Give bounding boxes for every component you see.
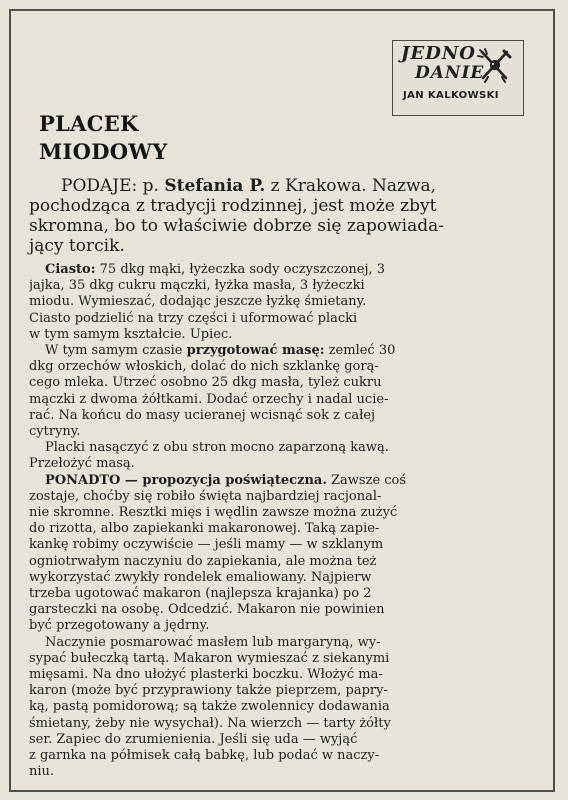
logo-author: JAN KALKOWSKI	[403, 90, 499, 101]
mass-text: zemleć 30	[324, 343, 396, 359]
intro-line: jący torcik.	[29, 236, 125, 256]
body-line: karon (może być przyprawiony także pieprzem, papry-	[29, 683, 388, 699]
article-body	[29, 176, 543, 781]
body-line: sypać bułeczką tartą. Makaron wymieszać z siekanymi	[29, 650, 390, 666]
body-line: trzeba ugotować makaron (najlepsza krajanka) po 2	[29, 586, 372, 602]
intro-paragraph	[29, 176, 543, 256]
body-line: z garnka na półmisek całą babkę, lub podać w naczy-	[29, 748, 380, 764]
body-line: mączki z dwoma żółtkami. Dodać orzechy i nadal ucie-	[29, 391, 389, 407]
logo-middle-text: DANIE	[415, 63, 485, 83]
dough-label: Ciasto:	[45, 262, 96, 277]
title-line-1: PLACEK	[39, 111, 139, 136]
dough-text: 75 dkg mąki, łyżeczka sody oczyszczonej, 3	[95, 262, 386, 277]
body-line	[29, 262, 543, 278]
body-line: ką, pastą pomidorową; są także zwolennicy dodawania	[29, 699, 390, 715]
extra-label: PONADTO — propozycja poświąteczna.	[45, 472, 327, 488]
extra-text: Zawsze coś	[326, 472, 407, 488]
body-line: wykorzystać zwykły rondelek emaliowany. Najpierw	[29, 569, 372, 585]
body-line: Placki nasączyć z obu stron mocno zaparzoną kawą.	[45, 440, 389, 456]
body-line: do rizotta, albo zapiekanki makaronowej. Taką zapie-	[29, 521, 380, 537]
body-line: Ciasto podzielić na trzy części i uformować placki	[29, 310, 358, 326]
body-line: Przełożyć masą.	[29, 456, 135, 472]
body-line: Naczynie posmarować masłem lub margaryną, wy-	[45, 634, 381, 650]
title-line-2: MIODOWY	[39, 139, 168, 164]
intro-line: pochodząca z tradycji rodzinnej, jest może zbyt	[29, 196, 437, 216]
article-title	[39, 110, 168, 166]
body-line: niu.	[29, 764, 55, 780]
body-line: w tym samym kształcie. Upiec.	[29, 326, 233, 342]
body-line: ser. Zapiec do zrumienienia. Jeśli się uda — wyjąć	[29, 731, 358, 747]
contributor-name: Stefania P.	[164, 176, 266, 196]
body-line: być przegotowany a jędrny.	[29, 618, 210, 634]
body-line: nie skromne. Resztki mięs i wędlin zawsze można zużyć	[29, 505, 398, 521]
body-line	[29, 343, 543, 359]
intro-suffix: z Krakowa. Nazwa,	[265, 176, 437, 196]
mass-prefix: W tym samym czasie	[45, 343, 187, 359]
body-line: kankę robimy oczywiście — jeśli mamy — w szklanym	[29, 537, 384, 553]
body-line: śmietany, żeby nie wysychał). Na wierzch — tarty żółty	[29, 715, 391, 731]
recipe-body	[29, 262, 543, 781]
fork-knife-icon	[475, 47, 515, 85]
intro-line: skromna, bo to właściwie dobrze się zapowiada-	[29, 216, 444, 236]
body-line: garsteczki na osobę. Odcedzić. Makaron nie powinien	[29, 602, 385, 618]
body-line: rać. Na końcu do masy ucieranej wcisnąć sok z całej	[29, 407, 376, 423]
intro-prefix: PODAJE: p.	[61, 176, 165, 196]
body-line: mięsami. Na dno ułożyć plasterki boczku. Włożyć ma-	[29, 667, 383, 683]
body-line: ogniotrwałym naczyniu do zapiekania, ale można też	[29, 553, 377, 569]
body-line: cytryny.	[29, 424, 81, 440]
logo-top-text: JEDNO	[401, 43, 476, 64]
body-line: cego mleka. Utrzeć osobno 25 dkg masła, tyleż cukru	[29, 375, 382, 391]
mass-label: przygotować masę:	[186, 343, 325, 359]
body-line: miodu. Wymieszać, dodając jeszcze łyżkę śmietany.	[29, 294, 367, 310]
body-line: dkg orzechów włoskich, dolać do nich szklankę gorą-	[29, 359, 379, 375]
intro-line	[29, 176, 543, 196]
body-line: zostaje, choćby się robiło święta najbardziej racjonal-	[29, 488, 382, 504]
body-line	[29, 473, 543, 489]
body-line: jajka, 35 dkg cukru mączki, łyżka masła, 3 łyżeczki	[29, 278, 365, 294]
column-logo	[392, 40, 524, 116]
